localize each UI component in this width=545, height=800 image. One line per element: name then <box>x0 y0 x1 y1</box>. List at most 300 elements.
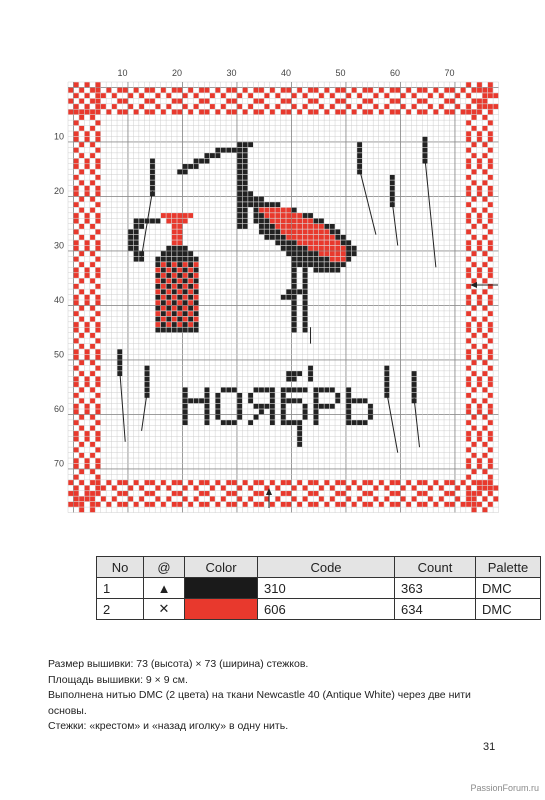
stitch-cell <box>297 257 302 262</box>
stitch-cell <box>188 284 193 289</box>
legend-header-symbol: @ <box>144 557 185 578</box>
stitch-cell <box>74 268 79 273</box>
stitch-cell <box>444 502 449 507</box>
stitch-cell <box>85 322 90 327</box>
stitch-cell <box>303 93 308 98</box>
stitch-cell <box>286 110 291 115</box>
stitch-cell <box>472 371 477 376</box>
stitch-symbol-icon: ✕ <box>144 599 185 620</box>
stitch-cell <box>472 99 477 104</box>
stitch-cell <box>466 338 471 343</box>
stitch-cell <box>483 469 488 474</box>
stitch-cell <box>308 110 313 115</box>
legend-row-palette: DMC <box>476 599 541 620</box>
stitch-cell <box>166 219 171 224</box>
stitch-cell <box>232 99 237 104</box>
stitch-cell <box>270 224 275 229</box>
stitch-cell <box>488 393 493 398</box>
stitch-cell <box>488 240 493 245</box>
stitch-cell <box>254 88 259 93</box>
stitch-cell <box>106 502 111 507</box>
stitch-cell <box>145 382 150 387</box>
stitch-cell <box>270 219 275 224</box>
stitch-cell <box>172 110 177 115</box>
stitch-cell <box>281 491 286 496</box>
stitch-cell <box>221 388 226 393</box>
stitch-cell <box>106 480 111 485</box>
stitch-cell <box>466 202 471 207</box>
stitch-cell <box>254 404 259 409</box>
stitch-cell <box>483 415 488 420</box>
stitch-cell <box>488 186 493 191</box>
stitch-cell <box>259 404 264 409</box>
stitch-cell <box>292 229 297 234</box>
stitch-cell <box>90 197 95 202</box>
stitch-cell <box>237 170 242 175</box>
stitch-cell <box>85 131 90 136</box>
stitch-cell <box>472 317 477 322</box>
stitch-cell <box>357 148 362 153</box>
stitch-cell <box>128 93 133 98</box>
stitch-cell <box>183 317 188 322</box>
stitch-cell <box>134 219 139 224</box>
legend-row-no: 1 <box>97 578 144 599</box>
stitch-cell <box>270 502 275 507</box>
stitch-cell <box>275 202 280 207</box>
stitch-cell <box>297 437 302 442</box>
stitch-cell <box>390 480 395 485</box>
stitch-cell <box>79 88 84 93</box>
stitch-cell <box>384 388 389 393</box>
stitch-cell <box>74 328 79 333</box>
stitch-cell <box>346 409 351 414</box>
stitch-cell <box>177 289 182 294</box>
stitch-cell <box>314 409 319 414</box>
stitch-cell <box>488 486 493 491</box>
stitch-cell <box>96 131 101 136</box>
stitch-cell <box>483 306 488 311</box>
stitch-cell <box>319 388 324 393</box>
stitch-cell <box>90 469 95 474</box>
stitch-cell <box>483 104 488 109</box>
stitch-cell <box>161 213 166 218</box>
stitch-cell <box>466 447 471 452</box>
stitch-cell <box>297 229 302 234</box>
stitch-cell <box>319 486 324 491</box>
stitch-cell <box>417 502 422 507</box>
stitch-cell <box>297 240 302 245</box>
stitch-cell <box>243 224 248 229</box>
stitch-cell <box>286 295 291 300</box>
axis-tick-left: 30 <box>53 240 64 251</box>
stitch-cell <box>412 486 417 491</box>
stitch-cell <box>281 99 286 104</box>
stitch-cell <box>74 393 79 398</box>
stitch-cell <box>172 229 177 234</box>
stitch-cell <box>292 306 297 311</box>
stitch-cell <box>166 317 171 322</box>
stitch-cell <box>314 480 319 485</box>
stitch-cell <box>466 110 471 115</box>
stitch-cell <box>483 153 488 158</box>
stitch-cell <box>96 110 101 115</box>
stitch-cell <box>254 480 259 485</box>
stitch-cell <box>275 486 280 491</box>
stitch-cell <box>461 110 466 115</box>
stitch-cell <box>177 229 182 234</box>
stitch-cell <box>286 502 291 507</box>
stitch-cell <box>281 240 286 245</box>
stitch-cell <box>352 398 357 403</box>
stitch-cell <box>265 404 270 409</box>
stitch-cell <box>259 208 264 213</box>
stitch-cell <box>341 502 346 507</box>
stitch-cell <box>237 191 242 196</box>
stitch-cell <box>156 328 161 333</box>
stitch-cell <box>79 442 84 447</box>
stitch-cell <box>352 480 357 485</box>
stitch-cell <box>96 502 101 507</box>
stitch-cell <box>85 240 90 245</box>
stitch-cell <box>297 219 302 224</box>
stitch-cell <box>412 104 417 109</box>
stitch-cell <box>85 300 90 305</box>
stitch-cell <box>79 306 84 311</box>
stitch-cell <box>466 273 471 278</box>
stitch-cell <box>215 404 220 409</box>
stitch-cell <box>379 110 384 115</box>
stitch-cell <box>156 300 161 305</box>
stitch-cell <box>96 191 101 196</box>
stitch-cell <box>96 295 101 300</box>
stitch-cell <box>156 311 161 316</box>
stitch-cell <box>161 268 166 273</box>
stitch-cell <box>85 431 90 436</box>
stitch-cell <box>183 93 188 98</box>
stitch-cell <box>96 491 101 496</box>
stitch-cell <box>384 377 389 382</box>
stitch-cell <box>237 398 242 403</box>
stitch-cell <box>79 180 84 185</box>
stitch-cell <box>450 99 455 104</box>
stitch-cell <box>466 464 471 469</box>
stitch-cell <box>183 257 188 262</box>
stitch-cell <box>90 224 95 229</box>
stitch-cell <box>85 382 90 387</box>
stitch-cell <box>128 497 133 502</box>
stitch-cell <box>166 279 171 284</box>
stitch-cell <box>243 186 248 191</box>
stitch-cell <box>488 219 493 224</box>
stitch-cell <box>303 235 308 240</box>
stitch-cell <box>314 224 319 229</box>
stitch-cell <box>303 262 308 267</box>
stitch-cell <box>188 317 193 322</box>
stitch-cell <box>308 262 313 267</box>
stitch-cell <box>156 262 161 267</box>
stitch-cell <box>384 497 389 502</box>
stitch-cell <box>341 240 346 245</box>
stitch-cell <box>303 257 308 262</box>
stitch-cell <box>248 142 253 147</box>
stitch-cell <box>483 486 488 491</box>
stitch-cell <box>237 208 242 213</box>
stitch-cell <box>139 104 144 109</box>
stitch-cell <box>483 360 488 365</box>
stitch-cell <box>472 289 477 294</box>
stitch-cell <box>466 497 471 502</box>
stitch-cell <box>96 393 101 398</box>
stitch-cell <box>352 110 357 115</box>
stitch-cell <box>270 409 275 414</box>
stitch-cell <box>96 366 101 371</box>
axis-tick-top: 70 <box>444 68 455 78</box>
stitch-cell <box>237 93 242 98</box>
stitch-cell <box>188 306 193 311</box>
stitch-cell <box>243 164 248 169</box>
stitch-cell <box>395 88 400 93</box>
stitch-cell <box>384 366 389 371</box>
stitch-cell <box>188 295 193 300</box>
stitch-cell <box>466 322 471 327</box>
stitch-cell <box>150 159 155 164</box>
stitch-cell <box>221 93 226 98</box>
stitch-cell <box>90 279 95 284</box>
stitch-cell <box>477 186 482 191</box>
stitch-cell <box>483 115 488 120</box>
stitch-cell <box>483 170 488 175</box>
stitch-cell <box>79 398 84 403</box>
stitch-cell <box>423 502 428 507</box>
stitch-cell <box>139 486 144 491</box>
stitch-cell <box>466 137 471 142</box>
stitch-cell <box>172 306 177 311</box>
stitch-cell <box>74 295 79 300</box>
stitch-cell <box>417 110 422 115</box>
stitch-cell <box>417 480 422 485</box>
stitch-cell <box>335 246 340 251</box>
axis-tick-left: 20 <box>53 186 64 196</box>
stitch-cell <box>177 306 182 311</box>
stitch-cell <box>172 311 177 316</box>
stitch-cell <box>466 104 471 109</box>
stitch-cell <box>74 338 79 343</box>
stitch-cell <box>368 415 373 420</box>
stitch-cell <box>79 469 84 474</box>
stitch-cell <box>346 251 351 256</box>
stitch-cell <box>74 322 79 327</box>
stitch-cell <box>368 480 373 485</box>
stitch-cell <box>74 202 79 207</box>
stitch-cell <box>319 262 324 267</box>
stitch-cell <box>96 268 101 273</box>
stitch-cell <box>74 409 79 414</box>
stitch-cell <box>68 99 73 104</box>
stitch-cell <box>477 273 482 278</box>
stitch-cell <box>297 502 302 507</box>
stitch-cell <box>188 164 193 169</box>
stitch-cell <box>417 88 422 93</box>
stitch-cell <box>254 219 259 224</box>
stitch-cell <box>183 279 188 284</box>
stitch-cell <box>237 486 242 491</box>
stitch-cell <box>139 224 144 229</box>
stitch-cell <box>183 213 188 218</box>
stitch-cell <box>90 235 95 240</box>
stitch-cell <box>161 279 166 284</box>
stitch-cell <box>85 497 90 502</box>
stitch-cell <box>275 213 280 218</box>
legend-row-no: 2 <box>97 599 144 620</box>
stitch-cell <box>199 502 204 507</box>
stitch-cell <box>254 202 259 207</box>
stitch-cell <box>177 99 182 104</box>
stitch-cell <box>341 262 346 267</box>
stitch-cell <box>303 268 308 273</box>
stitch-cell <box>145 99 150 104</box>
stitch-cell <box>466 240 471 245</box>
stitch-cell <box>177 213 182 218</box>
stitch-cell <box>286 240 291 245</box>
stitch-cell <box>450 110 455 115</box>
stitch-cell <box>303 306 308 311</box>
stitch-cell <box>472 491 477 496</box>
stitch-cell <box>335 257 340 262</box>
stitch-cell <box>68 491 73 496</box>
stitch-cell <box>177 170 182 175</box>
stitch-cell <box>194 317 199 322</box>
stitch-cell <box>166 295 171 300</box>
stitch-cell <box>270 415 275 420</box>
stitch-cell <box>74 284 79 289</box>
stitch-cell <box>363 99 368 104</box>
stitch-cell <box>123 491 128 496</box>
stitch-cell <box>96 164 101 169</box>
stitch-cell <box>423 491 428 496</box>
stitch-cell <box>210 153 215 158</box>
stitch-cell <box>324 251 329 256</box>
stitch-cell <box>194 159 199 164</box>
stitch-cell <box>324 480 329 485</box>
stitch-cell <box>472 469 477 474</box>
stitch-cell <box>330 104 335 109</box>
stitch-cell <box>74 447 79 452</box>
stitch-cell <box>194 257 199 262</box>
stitch-cell <box>488 458 493 463</box>
stitch-cell <box>341 257 346 262</box>
stitch-cell <box>493 93 498 98</box>
stitch-cell <box>281 398 286 403</box>
stitch-cell <box>314 110 319 115</box>
stitch-cell <box>172 273 177 278</box>
stitch-cell <box>357 398 362 403</box>
stitch-cell <box>226 388 231 393</box>
stitch-cell <box>243 202 248 207</box>
stitch-cell <box>74 273 79 278</box>
stitch-cell <box>215 480 220 485</box>
stitch-cell <box>363 110 368 115</box>
stitch-cell <box>401 497 406 502</box>
stitch-cell <box>472 251 477 256</box>
stitch-cell <box>177 268 182 273</box>
stitch-cell <box>477 404 482 409</box>
stitch-cell <box>275 240 280 245</box>
stitch-cell <box>237 409 242 414</box>
stitch-cell <box>248 393 253 398</box>
stitch-cell <box>237 180 242 185</box>
stitch-cell <box>292 398 297 403</box>
stitch-cell <box>477 491 482 496</box>
stitch-cell <box>324 262 329 267</box>
stitch-cell <box>123 480 128 485</box>
stitch-cell <box>477 219 482 224</box>
stitch-cell <box>96 159 101 164</box>
stitch-cell <box>74 300 79 305</box>
stitch-cell <box>308 240 313 245</box>
stitch-cell <box>466 246 471 251</box>
stitch-cell <box>96 284 101 289</box>
stitch-cell <box>85 355 90 360</box>
stitch-cell <box>472 153 477 158</box>
stitch-cell <box>308 251 313 256</box>
stitch-cell <box>292 388 297 393</box>
stitch-cell <box>368 502 373 507</box>
stitch-cell <box>461 480 466 485</box>
stitch-cell <box>74 82 79 87</box>
stitch-cell <box>145 88 150 93</box>
stitch-cell <box>314 251 319 256</box>
stitch-cell <box>297 289 302 294</box>
stitch-cell <box>488 322 493 327</box>
stitch-cell <box>128 104 133 109</box>
stitch-cell <box>226 491 231 496</box>
stitch-cell <box>384 486 389 491</box>
stitch-cell <box>477 159 482 164</box>
stitch-cell <box>281 213 286 218</box>
stitch-cell <box>90 497 95 502</box>
stitch-cell <box>254 491 259 496</box>
stitch-cell <box>270 88 275 93</box>
stitch-cell <box>352 88 357 93</box>
stitch-cell <box>194 311 199 316</box>
stitch-cell <box>194 486 199 491</box>
stitch-cell <box>134 246 139 251</box>
stitch-cell <box>96 229 101 234</box>
legend-header-palette: Palette <box>476 557 541 578</box>
stitch-cell <box>477 458 482 463</box>
stitch-cell <box>156 317 161 322</box>
stitch-cell <box>90 99 95 104</box>
stitch-cell <box>292 235 297 240</box>
stitch-cell <box>161 480 166 485</box>
stitch-cell <box>270 388 275 393</box>
stitch-cell <box>455 104 460 109</box>
stitch-cell <box>384 371 389 376</box>
stitch-cell <box>390 502 395 507</box>
stitch-cell <box>172 240 177 245</box>
stitch-cell <box>226 88 231 93</box>
stitch-cell <box>270 480 275 485</box>
stitch-cell <box>286 491 291 496</box>
stitch-cell <box>265 224 270 229</box>
stitch-cell <box>237 104 242 109</box>
stitch-cell <box>74 148 79 153</box>
stitch-cell <box>172 279 177 284</box>
stitch-cell <box>275 229 280 234</box>
stitch-cell <box>183 311 188 316</box>
stitch-cell <box>483 507 488 512</box>
note-stitches: Стежки: «крестом» и «назад иголку» в одну нить. <box>48 720 289 732</box>
